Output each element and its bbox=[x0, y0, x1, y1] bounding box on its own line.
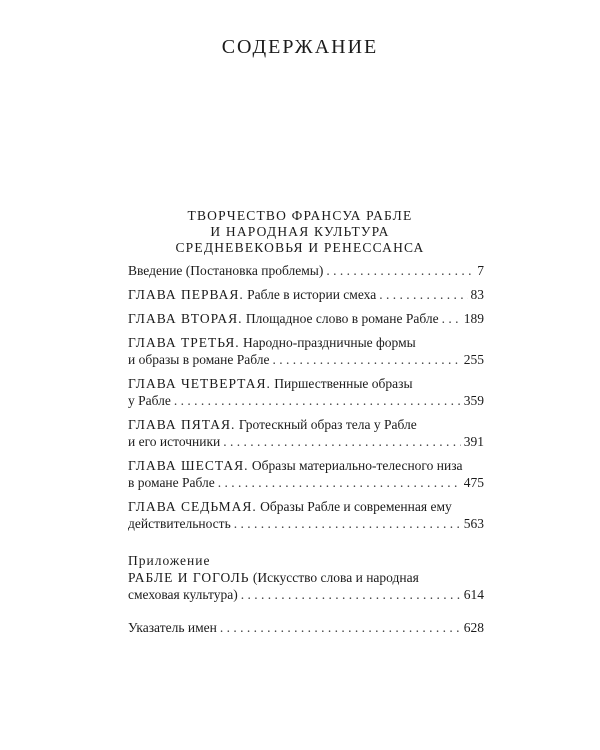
appendix-subtitle: (Искусство слова и народная bbox=[252, 570, 419, 585]
chapter-title: Народно-праздничные формы bbox=[243, 335, 416, 350]
dot-leader bbox=[379, 286, 467, 303]
page-number: 7 bbox=[477, 263, 484, 278]
toc-line bbox=[128, 286, 484, 303]
dot-leader bbox=[220, 619, 461, 636]
toc-entry-first-line bbox=[128, 498, 484, 515]
chapter-label: ГЛАВА ШЕСТАЯ. bbox=[128, 458, 249, 473]
chapter-title: Пиршественные образы bbox=[274, 376, 413, 391]
table-of-contents bbox=[128, 262, 484, 643]
toc-entry-chapter-3[interactable] bbox=[128, 334, 484, 368]
dot-leader bbox=[326, 262, 474, 279]
toc-entry-title bbox=[128, 310, 439, 327]
book-title-line: СРЕДНЕВЕКОВЬЯ И РЕНЕССАНСА bbox=[175, 240, 425, 255]
toc-line bbox=[128, 351, 484, 368]
chapter-label: ГЛАВА СЕДЬМАЯ. bbox=[128, 499, 257, 514]
dot-leader bbox=[218, 474, 461, 491]
toc-line bbox=[128, 586, 484, 603]
toc-entry-chapter-2[interactable] bbox=[128, 310, 484, 327]
chapter-label: ГЛАВА ВТОРАЯ. bbox=[128, 311, 243, 326]
dot-leader bbox=[241, 586, 461, 603]
book-title bbox=[0, 208, 600, 256]
toc-entry-appendix[interactable] bbox=[128, 552, 484, 603]
toc-line bbox=[128, 515, 484, 532]
toc-entry-chapter-4[interactable] bbox=[128, 375, 484, 409]
toc-entry-name-index[interactable] bbox=[128, 619, 484, 636]
dot-leader bbox=[234, 515, 461, 532]
toc-entry-first-line bbox=[128, 457, 484, 474]
appendix-subtitle-continued: смеховая культура) bbox=[128, 587, 238, 602]
toc-line bbox=[128, 474, 484, 491]
chapter-title: Площадное слово в романе Рабле bbox=[245, 311, 439, 326]
toc-entry-chapter-6[interactable] bbox=[128, 457, 484, 491]
appendix-label: Приложение bbox=[128, 553, 211, 568]
toc-line bbox=[128, 433, 484, 450]
book-title-line: ТВОРЧЕСТВО ФРАНСУА РАБЛЕ bbox=[187, 208, 413, 223]
chapter-title: Гротескный образ тела у Рабле bbox=[238, 417, 417, 432]
book-title-line: И НАРОДНАЯ КУЛЬТУРА bbox=[210, 224, 390, 239]
chapter-label: ГЛАВА ПЯТАЯ. bbox=[128, 417, 236, 432]
toc-line bbox=[128, 310, 484, 327]
page-number: 628 bbox=[463, 620, 484, 635]
page-title: СОДЕРЖАНИЕ bbox=[221, 36, 379, 58]
toc-entry-introduction[interactable] bbox=[128, 262, 484, 279]
toc-entry-chapter-5[interactable] bbox=[128, 416, 484, 450]
toc-line bbox=[128, 619, 484, 636]
page-number: 475 bbox=[463, 475, 484, 490]
chapter-label: ГЛАВА ТРЕТЬЯ. bbox=[128, 335, 240, 350]
dot-leader bbox=[174, 392, 461, 409]
dot-leader bbox=[442, 310, 461, 327]
toc-entry-title: Указатель имен bbox=[128, 620, 217, 635]
chapter-title-continued: действительность bbox=[128, 516, 231, 531]
page-number: 359 bbox=[463, 393, 484, 408]
dot-leader bbox=[223, 433, 460, 450]
toc-entry-first-line bbox=[128, 569, 484, 586]
chapter-title-continued: в романе Рабле bbox=[128, 475, 215, 490]
chapter-title: Образы материально-телесного низа bbox=[251, 458, 463, 473]
dot-leader bbox=[273, 351, 461, 368]
toc-entry-title: Введение (Постановка проблемы) bbox=[128, 263, 324, 278]
chapter-label: ГЛАВА ПЕРВАЯ. bbox=[128, 287, 244, 302]
page-number: 563 bbox=[463, 516, 484, 531]
page-number: 189 bbox=[463, 311, 484, 326]
chapter-title: Рабле в истории смеха bbox=[247, 287, 377, 302]
page-number: 391 bbox=[463, 434, 484, 449]
page-number: 83 bbox=[470, 287, 484, 302]
chapter-title-continued: у Рабле bbox=[128, 393, 171, 408]
toc-entry-chapter-1[interactable] bbox=[128, 286, 484, 303]
appendix-title: РАБЛЕ И ГОГОЛЬ bbox=[128, 570, 250, 585]
toc-entry-chapter-7[interactable] bbox=[128, 498, 484, 532]
chapter-title-continued: и его источники bbox=[128, 434, 221, 449]
chapter-title-continued: и образы в романе Рабле bbox=[128, 352, 270, 367]
toc-line bbox=[128, 262, 484, 279]
toc-entry-title bbox=[128, 286, 376, 303]
toc-entry-first-line bbox=[128, 375, 484, 392]
chapter-label: ГЛАВА ЧЕТВЕРТАЯ. bbox=[128, 376, 271, 391]
page-number: 614 bbox=[463, 587, 484, 602]
toc-entry-first-line bbox=[128, 334, 484, 351]
toc-entry-first-line bbox=[128, 416, 484, 433]
toc-line bbox=[128, 392, 484, 409]
page-number: 255 bbox=[463, 352, 484, 367]
chapter-title: Образы Рабле и современная ему bbox=[260, 499, 452, 514]
